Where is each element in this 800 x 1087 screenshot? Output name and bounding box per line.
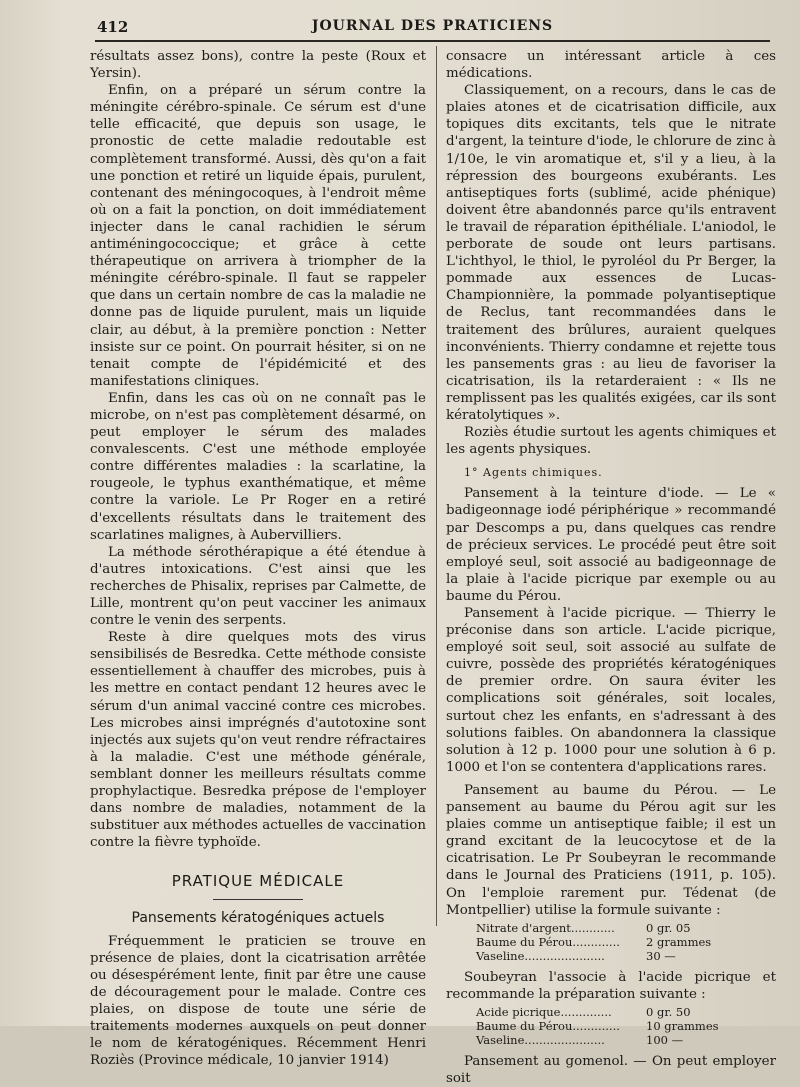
subsection-heading: 1° Agents chimiques. (464, 466, 603, 480)
paragraph: Pansement au gomenol. — On peut employer soit (446, 1053, 776, 1086)
paragraph: La méthode sérothérapique a été étendue à d'autres intoxications. C'est ainsi que les recherches de Phisalix, reprises par Calmette, de Lille, montrent qu'on peut vacciner les animaux contre le venin des serpents. (90, 544, 426, 629)
paragraph: Enfin, on a préparé un sérum contre la méningite cérébro-spinale. Ce sérum est d'une telle efficacité, que depuis son usage, le pronostic de cette maladie redoutable est complètement transformé. Aussi, dès qu'on a fait une ponction et retiré un liquide épais, purulent, contenant des méningocoques, à l'endroit même où on a fait la ponction, on doit immédiatement injecter dans le canal rachidien le sérum antiméningococcique; et grâce à cette thérapeutique on arrivera à triompher de la méningite cérébro-spinale. Il faut se rappeler que dans un certain nombre de cas la maladie ne donne pas de liquide purulent, mais un liquide clair, au début, à la première ponction : Netter insiste sur ce point. On pourrait hésiter, si on ne tenait compte de l'épidémicité et des manifestations cliniques. (90, 83, 426, 389)
quantity: 100 — (646, 1032, 684, 1047)
quantity: 10 grammes (646, 1018, 719, 1033)
paragraph: Pansement à la teinture d'iode. — Le « badigeonnage iodé périphérique » recommandé par Descomps a pu, dans quelques cas rendre de précieux services. Le procédé peut être soit employé seul, soit associé au badigeonnage de la plaie à l'acide picrique par exemple ou au baume du Pérou. (446, 486, 776, 604)
ingredient: Acide picrique.............. (476, 1004, 612, 1019)
paragraph: Enfin, dans les cas où on ne connaît pas le microbe, on n'est pas complètement désarmé, on peut employer le sérum des malades convalescents. C'est une méthode employée contre différentes maladies : la scarlatine, la rougeole, le typhus exanthématique, et même contre la variole. Le Pr Roger en a retiré d'excellents résultats dans le traitement des scarlatines malignes, à Aubervilliers. (90, 390, 426, 543)
journal-title: JOURNAL DES PRATICIENS (311, 18, 554, 34)
page-number: 412 (97, 18, 129, 36)
quantity: 0 gr. 50 (646, 1004, 691, 1019)
quantity: 2 grammes (646, 934, 712, 949)
paragraph: Classiquement, on a recours, dans le cas de plaies atones et de cicatrisation difficile, aux topiques dits excitants, tels que le nitrate d'argent, la teinture d'iode, le chlorure de zinc à 1/10e, le vin aromatique et, s'il y a lieu, à la répression des bourgeons exubérants. Les antiseptiques forts (sublimé, acide phénique) doivent être abandonnés parce qu'ils entravent le travail de réparation épithéliale. L'aniodol, le perborate de soude ont leurs partisans. L'ichthyol, le thiol, le pyroléol du Pr Berger, la pommade aux essences de Lucas-Championnière, la pommade polyantiseptique de Reclus, tant recommandées dans le traitement des brûlures, auraient quelques inconvénients. Thierry condamne et rejette tous les pansements gras : au lieu de favoriser la cicatrisation, ils la retarderaient : « Ils ne remplissent pas les qualités exigées, car ils sont kératolytiques ». (446, 83, 776, 423)
article-title: Pansements kératogéniques actuels (131, 909, 385, 926)
paragraph: Pansement au baume du Pérou. — Le pansement au baume du Pérou agit sur les plaies comme un antiseptique faible; il est un grand excitant de la leucocytose et de la cicatrisation. Le Pr Soubeyran le recommande dans le Journal des Praticiens (1911, p. 105). On l'emploie rarement pur. Tédenat (de Montpellier) utilise la formule suivante : (446, 782, 776, 918)
paragraph: Reste à dire quelques mots des virus sensibilisés de Besredka. Cette méthode consiste essentiellement à chauffer des microbes, puis à les mettre en contact pendant 12 heures avec le sérum d'un animal vacciné contre ces microbes. Les microbes ainsi imprégnés d'autotoxine sont injectés aux sujets qu'on veut rendre réfractaires à la maladie. C'est une méthode générale, semblant donner les meilleurs résultats comme prophylactique. Besredka prépose de l'employer dans nombre de maladies, notamment de la substituer aux méthodes actuelles de vaccination contre la fièvre typhoïde. (90, 630, 426, 851)
formula-row (476, 935, 776, 949)
paragraph: résultats assez bons), contre la peste (Roux et Yersin). (90, 49, 426, 82)
formula-block (476, 921, 776, 963)
section-rule (213, 899, 303, 900)
column-divider (436, 46, 437, 926)
section-title: PRATIQUE MÉDICALE (171, 872, 345, 891)
formula-row (476, 1033, 776, 1047)
ingredient: Nitrate d'argent............ (476, 920, 615, 935)
running-header (95, 18, 770, 42)
paragraph: Soubeyran l'associe à l'acide picrique et recommande la préparation suivante : (446, 969, 776, 1002)
formula-row (476, 949, 776, 963)
formula-row (476, 1005, 776, 1019)
quantity: 0 gr. 05 (646, 920, 691, 935)
paragraph: consacre un intéressant article à ces médications. (446, 49, 776, 82)
ingredient: Baume du Pérou............. (476, 1018, 620, 1033)
right-column (446, 48, 776, 1087)
ingredient: Vaseline...................... (476, 1032, 605, 1047)
ingredient: Vaseline...................... (476, 948, 605, 963)
paragraph: Roziès étudie surtout les agents chimiques et les agents physiques. (446, 425, 776, 458)
formula-row (476, 921, 776, 935)
left-column (90, 48, 426, 1069)
paragraph: Pansement à l'acide picrique. — Thierry le préconise dans son article. L'acide picrique, employé soit seul, soit associé au sulfate de cuivre, possède des propriétés kératogéniques de premier ordre. On saura éviter les complications soit générales, soit locales, surtout chez les enfants, en s'adressant à des solutions faibles. On abandonnera la classique solution à 12 p. 1000 pour une solution à 6 p. 1000 et l'on se contentera d'applications rares. (446, 606, 776, 775)
ingredient: Baume du Pérou............. (476, 934, 620, 949)
paragraph: Fréquemment le praticien se trouve en présence de plaies, dont la cicatrisation arrêtée ou désespérément lente, finit par être une cause de découragement pour le malade. Contre ces plaies, on dispose de toute une série de traitements modernes auxquels on peut donner le nom de kératogéniques. Récemment Henri Roziès (Province médicale, 10 janvier 1914) (90, 933, 426, 1069)
quantity: 30 — (646, 948, 676, 963)
